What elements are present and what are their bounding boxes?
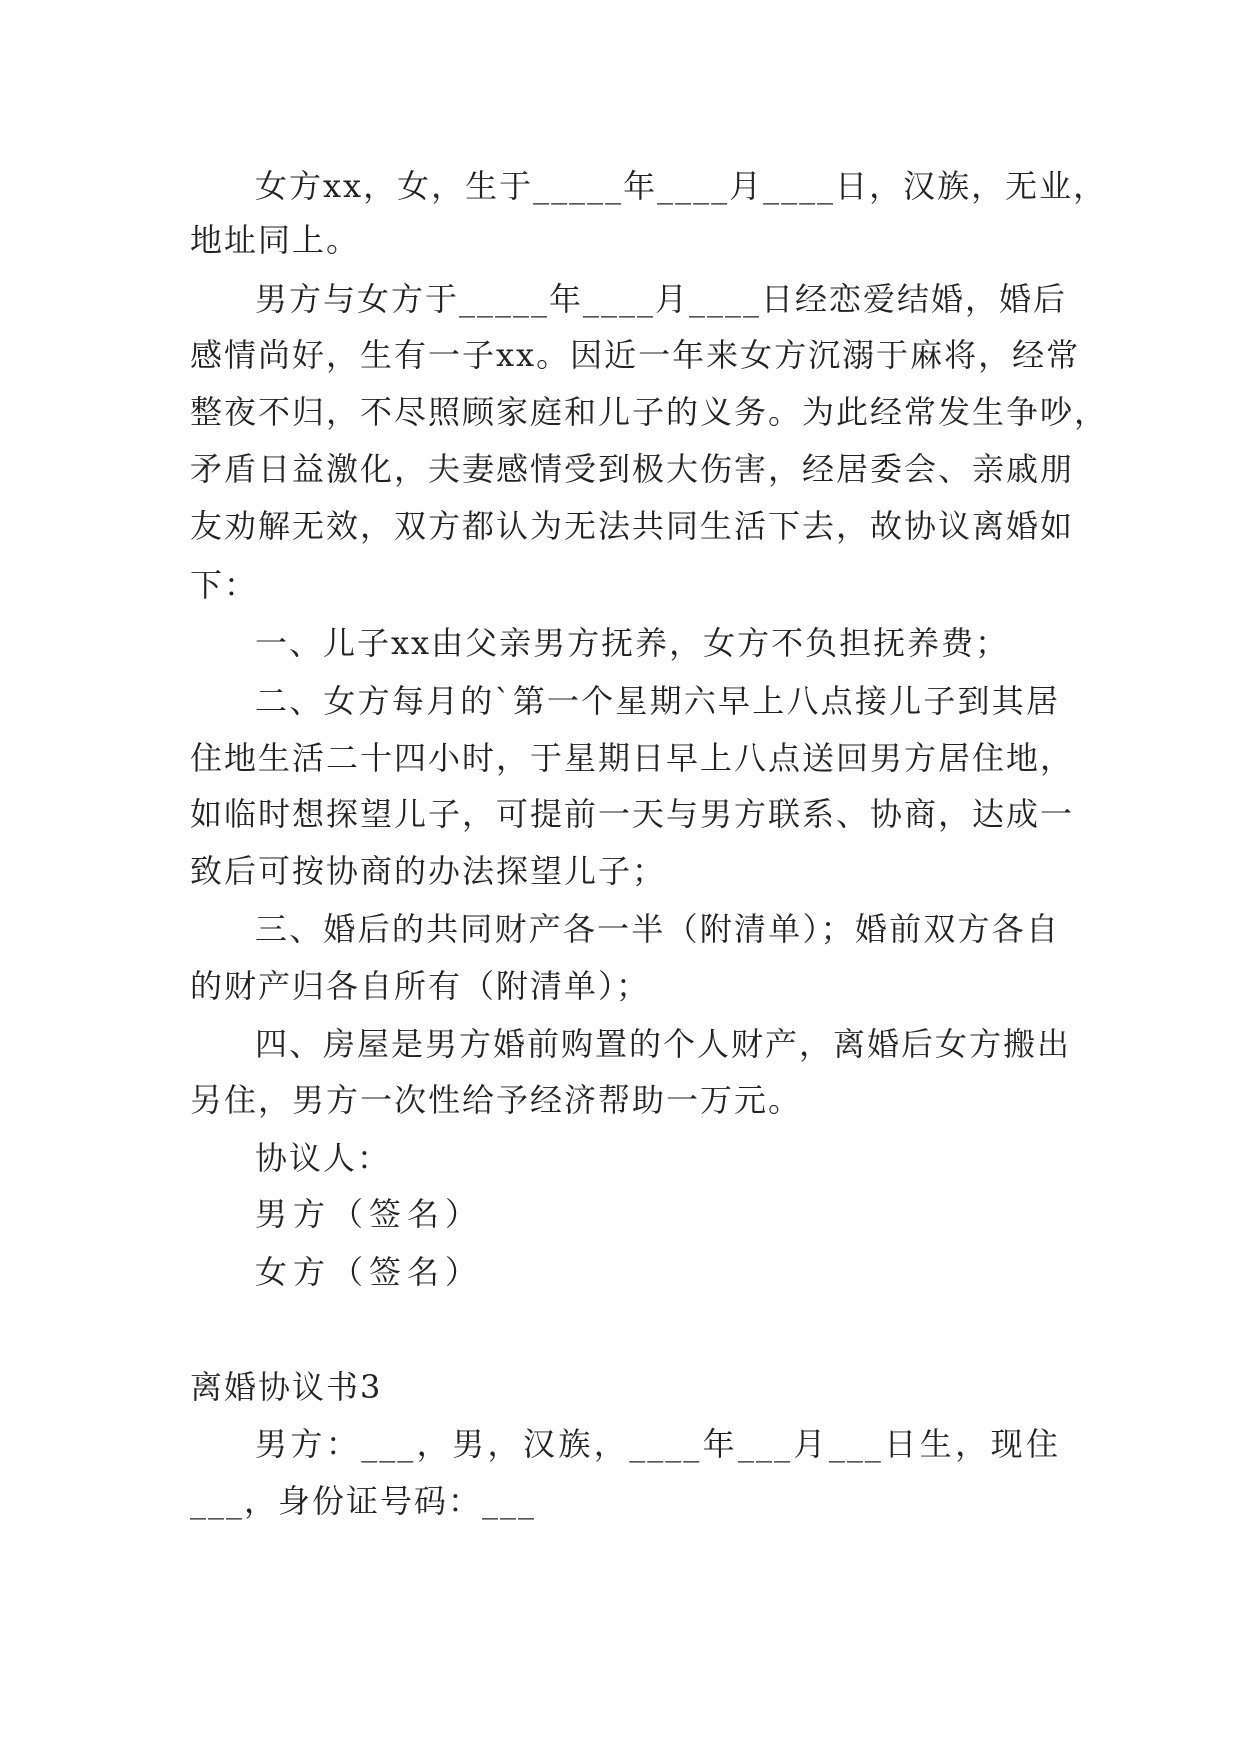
text-line-11: 住地生活二十四小时，于星期日早上八点送回男方居住地， xyxy=(190,739,1075,777)
text-line-12: 如临时想探望儿子，可提前一天与男方联系、协商，达成一 xyxy=(190,795,1075,833)
text-line-19: 男方（签名） xyxy=(255,1195,484,1233)
section-title: 离婚协议书3 xyxy=(190,1368,383,1406)
text-line-8: 下： xyxy=(190,566,259,604)
text-line-18: 协议人： xyxy=(255,1139,392,1177)
text-line-3: 男方与女方于_____年____月____日经恋爱结婚，婚后 xyxy=(255,280,1068,318)
text-line-9: 一、儿子xx由父亲男方抚养，女方不负担抚养费； xyxy=(255,624,1010,662)
text-line-10: 二、女方每月的`第一个星期六早上八点接儿子到其居 xyxy=(255,682,1060,720)
text-line-16: 四、房屋是男方婚前购置的个人财产，离婚后女方搬出 xyxy=(255,1025,1072,1063)
text-line-5: 整夜不归，不尽照顾家庭和儿子的义务。为此经常发生争吵， xyxy=(190,393,1109,431)
text-line-17: 另住，男方一次性给予经济帮助一万元。 xyxy=(190,1081,803,1119)
text-line-20: 女方（签名） xyxy=(255,1253,484,1291)
text-line-7: 友劝解无效，双方都认为无法共同生活下去，故协议离婚如 xyxy=(190,507,1075,545)
text-line-2: 地址同上。 xyxy=(190,221,361,259)
text-line-4: 感情尚好，生有一子xx。因近一年来女方沉溺于麻将，经常 xyxy=(190,336,1081,374)
text-line-22: ___，身份证号码：___ xyxy=(190,1482,537,1520)
text-line-6: 矛盾日益激化，夫妻感情受到极大伤害，经居委会、亲戚朋 xyxy=(190,450,1075,488)
text-line-15: 的财产归各自所有（附清单）； xyxy=(190,967,651,1005)
text-line-13: 致后可按协商的办法探望儿子； xyxy=(190,852,667,890)
text-line-21: 男方：___，男，汉族，____年___月___日生，现住 xyxy=(255,1425,1060,1463)
text-line-1: 女方xx，女，生于_____年____月____日，汉族，无业， xyxy=(255,167,1108,205)
text-line-14: 三、婚后的共同财产各一半（附清单）；婚前双方各自 xyxy=(255,910,1060,948)
